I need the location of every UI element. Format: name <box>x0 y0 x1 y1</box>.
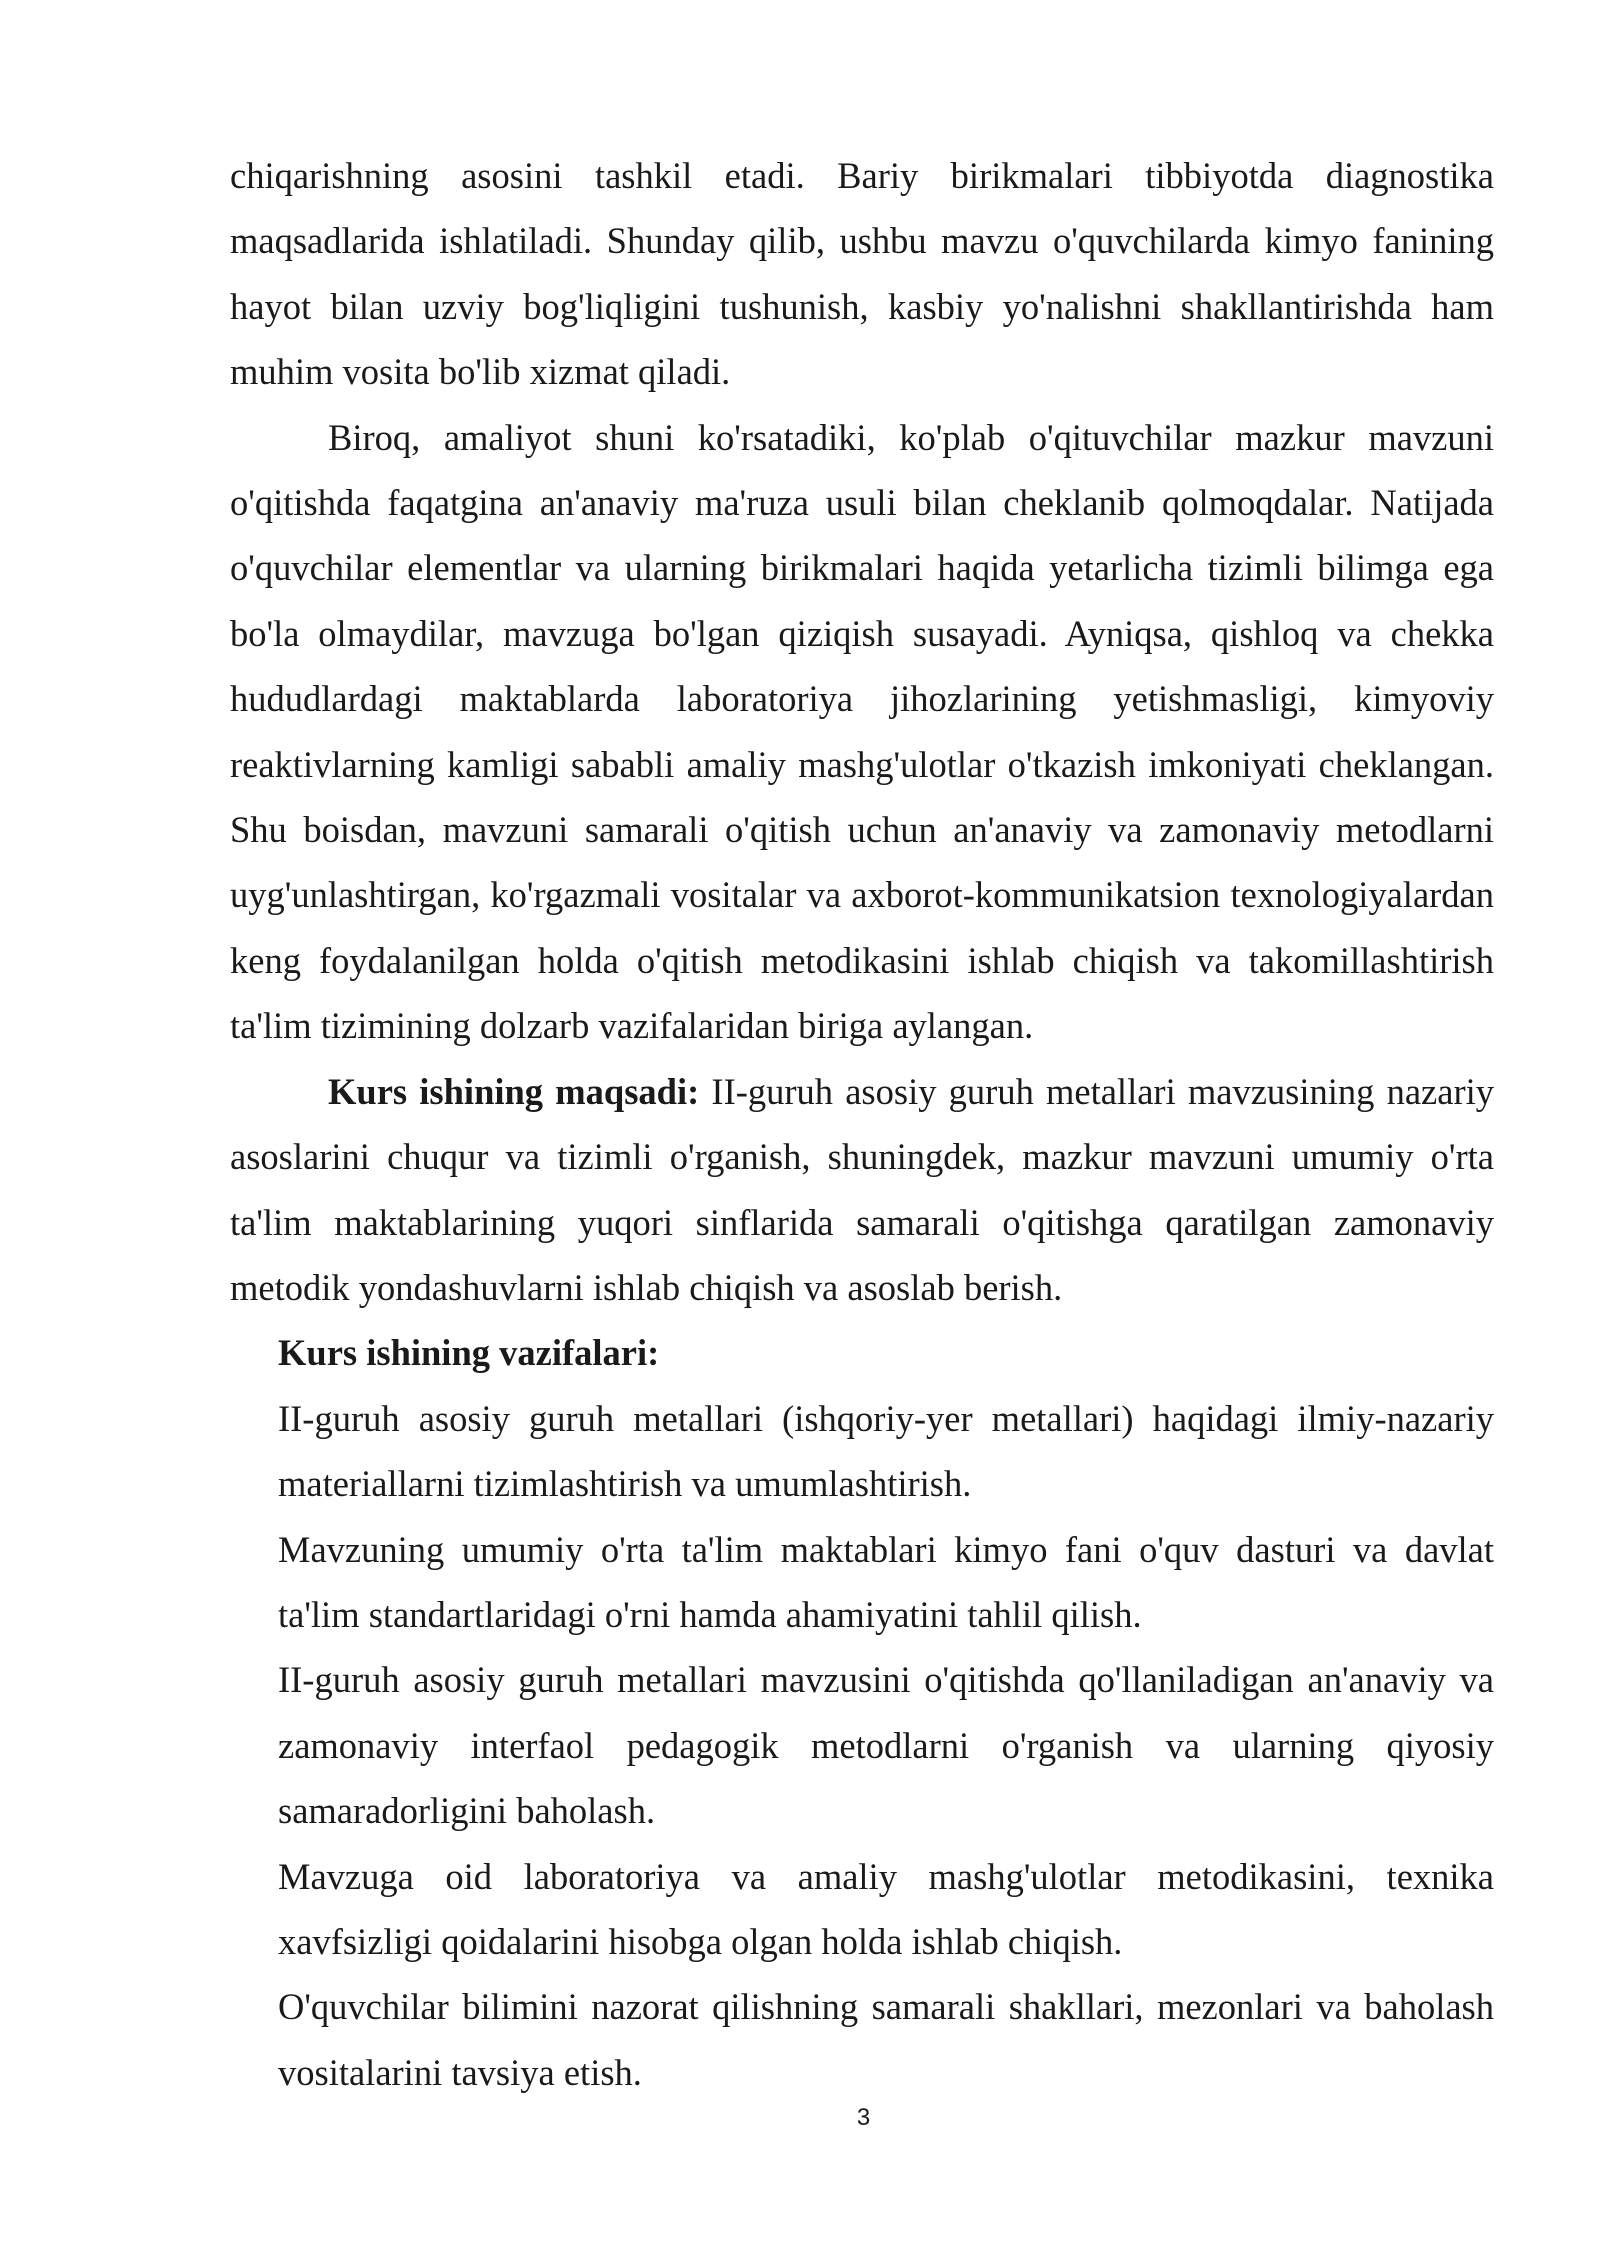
task-item: II-guruh asosiy guruh metallari (ishqoriy-yer metallari) haqidagi ilmiy-nazariy materiallarni tizimlashtirish va umumlashtirish. <box>278 1397 1494 1505</box>
page-number: 3 <box>856 2104 871 2131</box>
page-content <box>230 143 1494 2105</box>
paragraph-problem: Biroq, amaliyot shuni ko'rsatadiki, ko'plab o'qituvchilar mazkur mavzuni o'qitishda faqatgina an'anaviy ma'ruza usuli bilan cheklanib qolmoqdalar. Natijada o'quvchilar elementlar va ularning birikmalari haqida yetarlicha tizimli bilimga ega bo'la olmaydilar, mavzuga bo'lgan qiziqish susayadi. Ayniqsa, qishloq va chekka hududlardagi maktablarda laboratoriya jihozlarining yetishmasligi, kimyoviy reaktivlarning kamligi sababli amaliy mashg'ulotlar o'tkazish imkoniyati cheklangan. Shu boisdan, mavzuni samarali o'qitish uchun an'anaviy va zamonaviy metodlarni uyg'unlashtirgan, ko'rgazmali vositalar va axborot-kommunikatsion texnologiyalardan keng foydalanilgan holda o'qitish metodikasini ishlab chiqish va takomillashtirish ta'lim tizimining dolzarb vazifalaridan biriga aylangan. <box>230 416 1494 1047</box>
goal-heading: Kurs ishining maqsadi: <box>328 1070 700 1112</box>
task-item: O'quvchilar bilimini nazorat qilishning samarali shakllari, mezonlari va baholash vositalarini tavsiya etish. <box>278 1986 1494 2093</box>
paragraph-continuation: chiqarishning asosini tashkil etadi. Bariy birikmalari tibbiyotda diagnostika maqsadlarida ishlatiladi. Shunday qilib, ushbu mavzu o'quvchilarda kimyo fanining hayot bilan uzviy bog'liqligini tushunish, kasbiy yo'nalishni shakllantirishda ham muhim vosita bo'lib xizmat qiladi. <box>230 155 1494 393</box>
goal-paragraph <box>230 1059 1494 1321</box>
tasks-heading: Kurs ishining vazifalari: <box>278 1332 660 1374</box>
task-item: Mavzuga oid laboratoriya va amaliy mashg'ulotlar metodikasini, texnika xavfsizligi qoidalarini hisobga olgan holda ishlab chiqish. <box>278 1855 1494 1962</box>
task-item: II-guruh asosiy guruh metallari mavzusini o'qitishda qo'llaniladigan an'anaviy va zamonaviy interfaol pedagogik metodlarni o'rganish va ularning qiyosiy samaradorligini baholash. <box>278 1659 1494 1832</box>
task-item: Mavzuning umumiy o'rta ta'lim maktablari kimyo fani o'quv dasturi va davlat ta'lim standartlaridagi o'rni hamda ahamiyatini tahlil qilish. <box>278 1528 1494 1635</box>
task-list <box>230 1386 1494 2105</box>
goal-text: II-guruh asosiy guruh metallari mavzusining nazariy asoslarini chuqur va tizimli o'rganish, shuningdek, mazkur mavzuni umumiy o'rta ta'lim maktablarining yuqori sinflarida samarali o'qitishga qaratilgan zamonaviy metodik yondashuvlarni ishlab chiqish va asoslab berish. <box>230 1070 1494 1308</box>
